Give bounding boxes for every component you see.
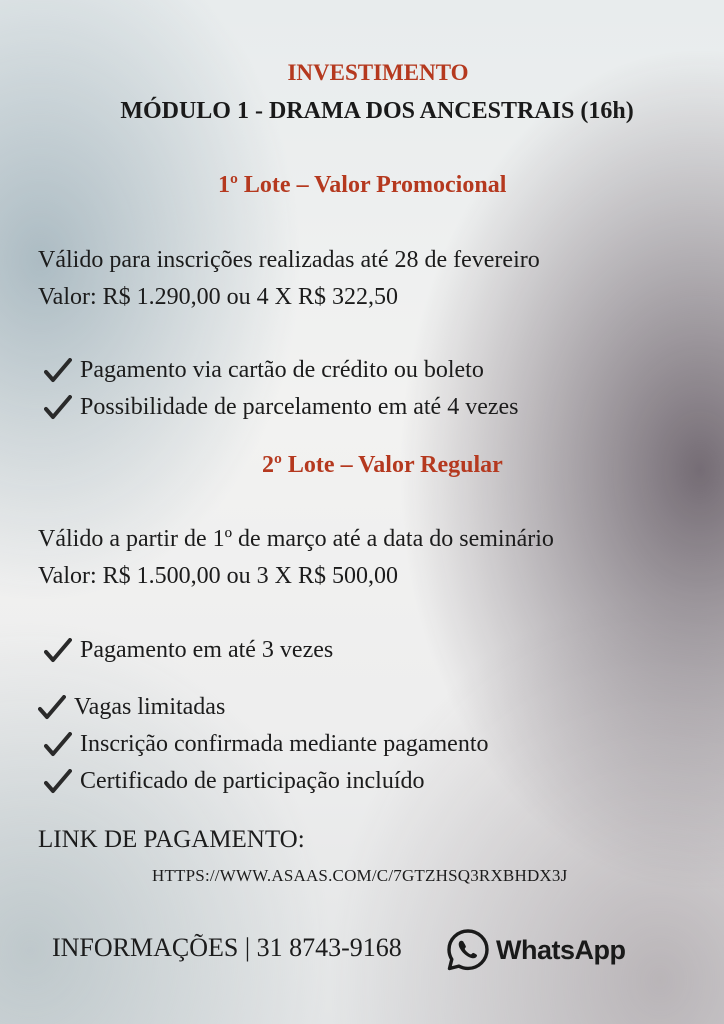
checkmark-icon bbox=[44, 732, 72, 758]
lote1-price: Valor: R$ 1.290,00 ou 4 X R$ 322,50 bbox=[38, 284, 398, 310]
extra-check-item bbox=[44, 768, 425, 795]
lote1-check-item bbox=[44, 394, 519, 421]
whatsapp-badge[interactable] bbox=[446, 928, 625, 972]
lote2-validity: Válido a partir de 1º de março até a data do seminário bbox=[38, 526, 554, 552]
extra-check-item bbox=[44, 731, 488, 758]
lote1-check-label: Pagamento via cartão de crédito ou boleto bbox=[80, 357, 484, 383]
module-subtitle: MÓDULO 1 - DRAMA DOS ANCESTRAIS (16h) bbox=[120, 98, 634, 124]
payment-link-label: LINK DE PAGAMENTO: bbox=[38, 826, 305, 853]
extra-check-label: Certificado de participação incluído bbox=[80, 768, 425, 794]
checkmark-icon bbox=[44, 395, 72, 421]
lote1-validity: Válido para inscrições realizadas até 28 de fevereiro bbox=[38, 247, 540, 273]
lote1-title: 1º Lote – Valor Promocional bbox=[218, 172, 507, 198]
lote2-check-item bbox=[44, 637, 333, 664]
contact-info: INFORMAÇÕES | 31 8743-9168 bbox=[52, 933, 402, 962]
whatsapp-icon bbox=[446, 928, 490, 972]
extra-check-item bbox=[38, 694, 225, 721]
lote1-check-label: Possibilidade de parcelamento em até 4 vezes bbox=[80, 394, 519, 420]
checkmark-icon bbox=[44, 358, 72, 384]
whatsapp-label: WhatsApp bbox=[496, 934, 626, 965]
extra-check-label: Vagas limitadas bbox=[74, 694, 226, 720]
lote2-check-label: Pagamento em até 3 vezes bbox=[80, 637, 334, 663]
checkmark-icon bbox=[38, 695, 66, 721]
checkmark-icon bbox=[44, 638, 72, 664]
checkmark-icon bbox=[44, 769, 72, 795]
lote2-price: Valor: R$ 1.500,00 ou 3 X R$ 500,00 bbox=[38, 563, 398, 589]
payment-link-url[interactable]: HTTPS://WWW.ASAAS.COM/C/7GTZHSQ3RXBHDX3J bbox=[152, 866, 568, 885]
lote1-check-item bbox=[44, 357, 484, 384]
extra-check-label: Inscrição confirmada mediante pagamento bbox=[80, 731, 489, 757]
lote2-title: 2º Lote – Valor Regular bbox=[262, 452, 503, 478]
page-title: INVESTIMENTO bbox=[287, 60, 469, 85]
